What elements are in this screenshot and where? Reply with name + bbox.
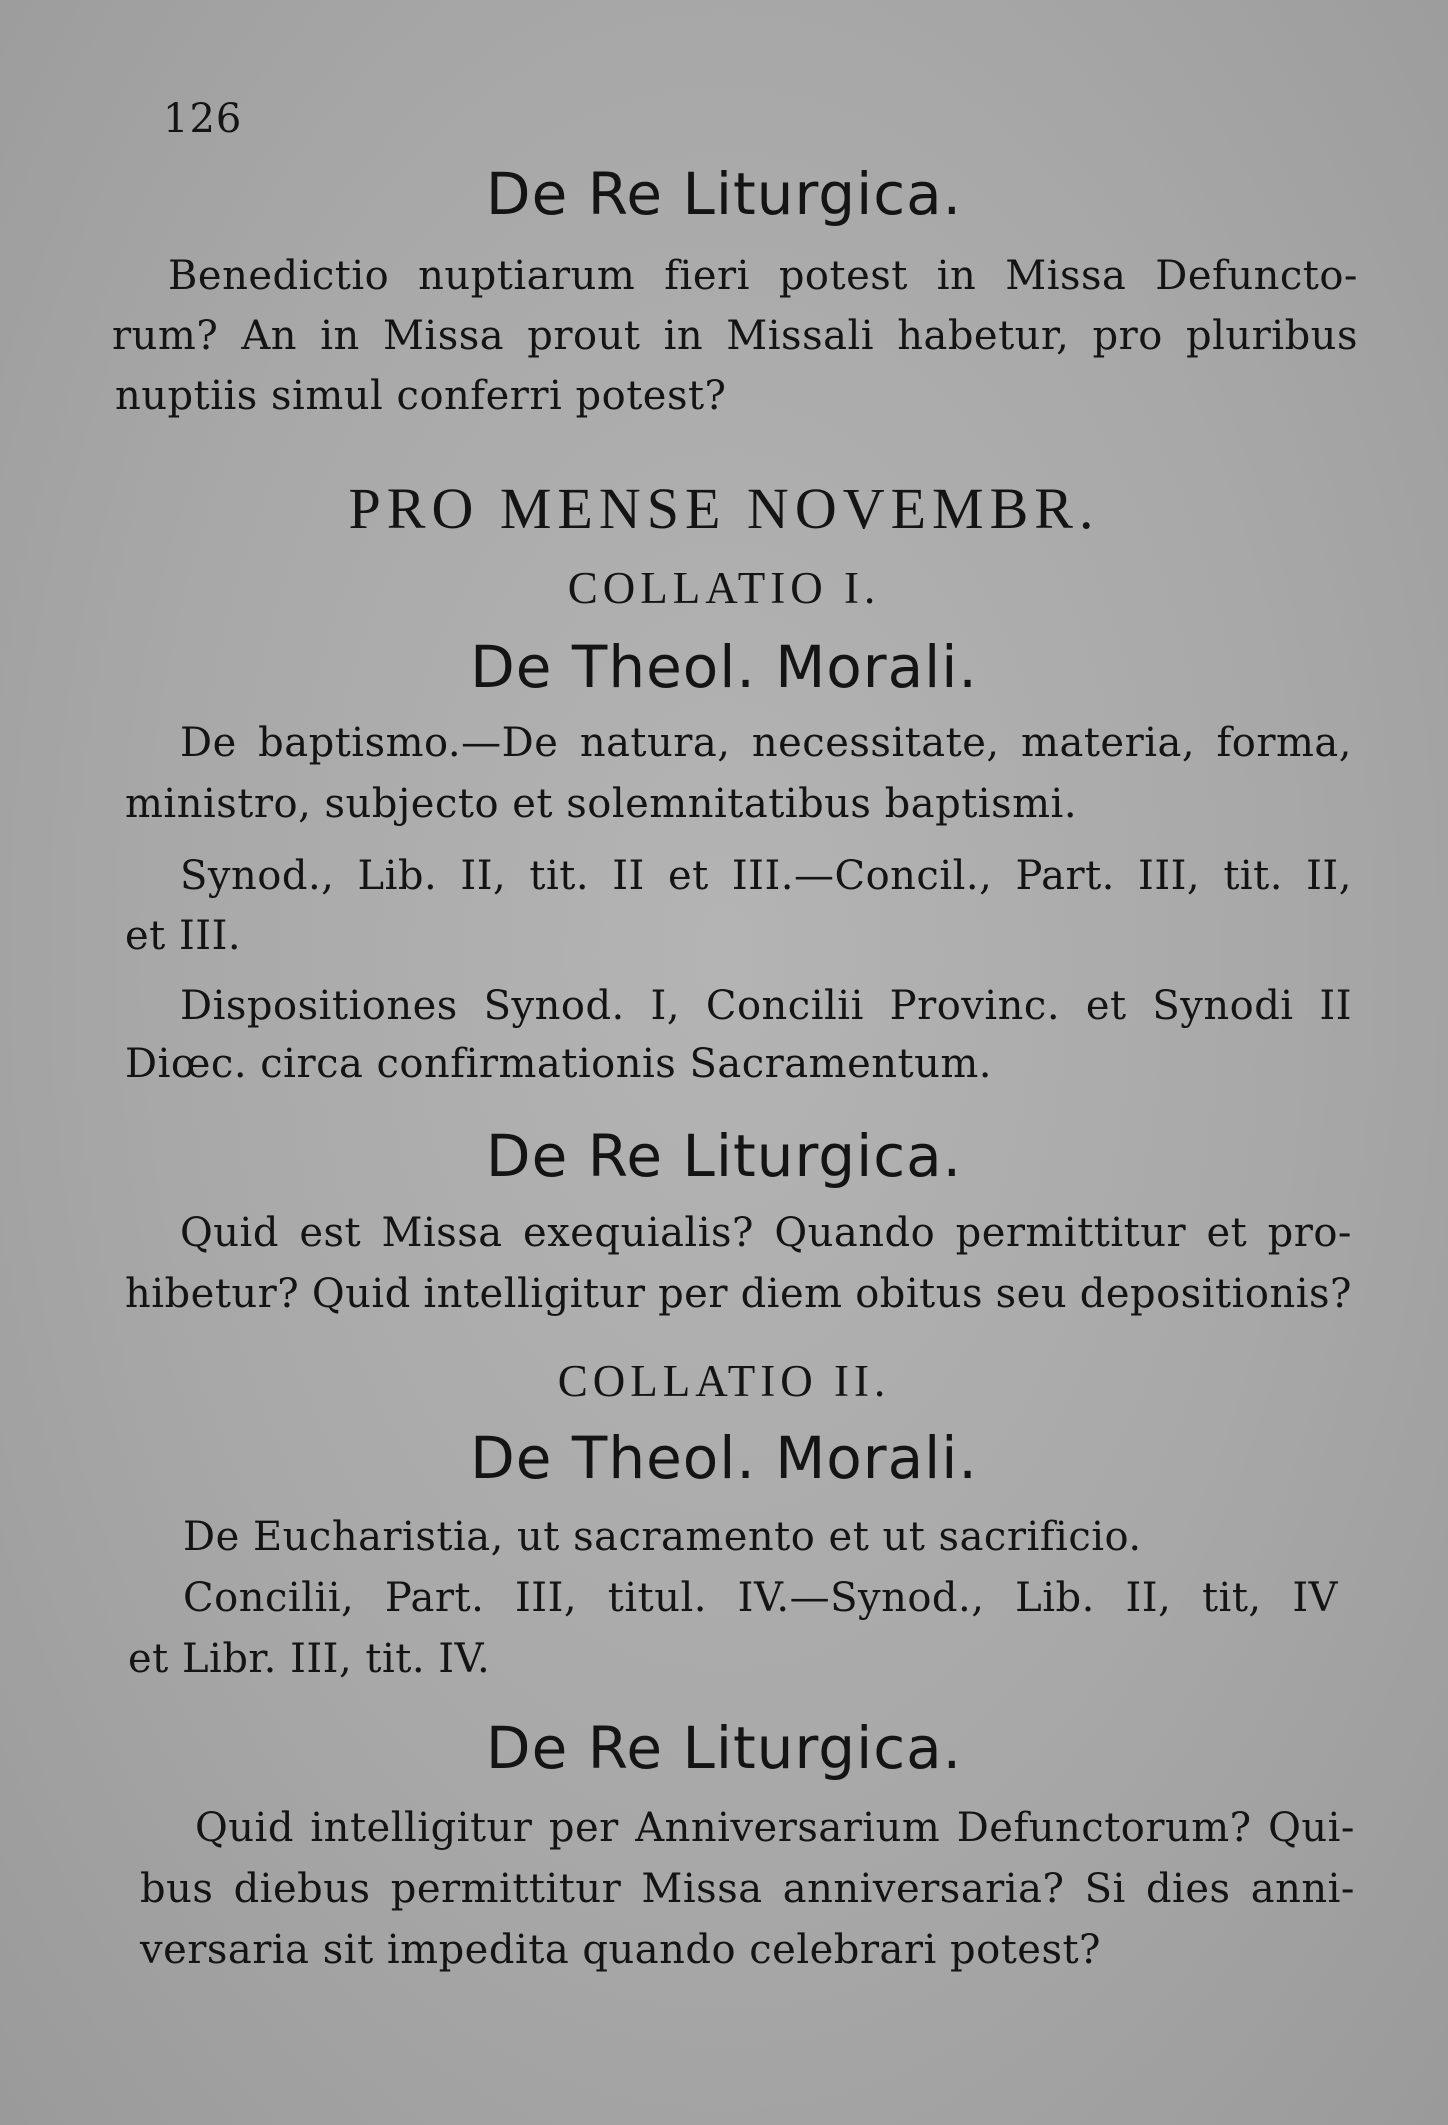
word: bus: [140, 1866, 214, 1912]
word: pro: [1092, 313, 1163, 359]
word: I,: [650, 983, 681, 1029]
word: intelligitur: [310, 1805, 533, 1851]
paragraph-line: De Eucharistia, ut sacramento et ut sacrificio.: [183, 1514, 1142, 1560]
section-heading-liturgy: De Re Liturgica.: [485, 1122, 963, 1190]
word: III,: [514, 1575, 578, 1621]
paragraph-line: [125, 1271, 1352, 1317]
word: nuptiarum: [418, 253, 636, 299]
word: potest: [778, 253, 908, 299]
section-heading-moral: De Theol. Morali.: [470, 633, 978, 701]
word: Missa: [382, 313, 505, 359]
word: Benedictio: [168, 253, 390, 299]
word: rum?: [112, 313, 219, 359]
word: II: [1319, 983, 1352, 1029]
word: III.—Concil.,: [731, 853, 993, 899]
word: seu: [995, 1271, 1068, 1317]
word: exequialis?: [523, 1210, 754, 1256]
word: et: [1206, 1210, 1248, 1256]
word: IV: [1292, 1575, 1338, 1621]
paragraph-line: [195, 1805, 1355, 1851]
word: diem: [740, 1271, 843, 1317]
paragraph-line: Diœc. circa confirmationis Sacramentum.: [125, 1041, 992, 1087]
word: tit,: [1201, 1575, 1262, 1621]
word: hibetur?: [125, 1271, 300, 1317]
paragraph-line: [180, 983, 1352, 1029]
word: Concilii: [705, 983, 864, 1029]
word: forma,: [1216, 720, 1352, 766]
word: Quid: [195, 1805, 294, 1851]
word: Synod.: [483, 983, 625, 1029]
word: fieri: [664, 253, 750, 299]
word: Provinc.: [889, 983, 1061, 1029]
word: Synodi: [1152, 983, 1294, 1029]
word: in: [663, 313, 704, 359]
word: Missa: [641, 1866, 763, 1912]
word: II,: [1125, 1575, 1172, 1621]
word: per: [548, 1805, 619, 1851]
word: tit.: [1223, 853, 1283, 899]
paragraph-line: [183, 1575, 1338, 1621]
word: in: [320, 313, 360, 359]
word: Concilii,: [183, 1575, 355, 1621]
collatio-title: COLLATIO I.: [567, 563, 881, 613]
word: in: [936, 253, 977, 299]
word: Missali: [726, 313, 875, 359]
word: et: [667, 853, 709, 899]
word: est: [299, 1210, 362, 1256]
word: Defuncto-: [1155, 253, 1358, 299]
section-heading-liturgy: De Re Liturgica.: [485, 160, 963, 228]
word: natura,: [579, 720, 731, 766]
word: Quid: [311, 1271, 411, 1317]
word: Synod.,: [180, 853, 335, 899]
word: et: [1085, 983, 1127, 1029]
section-heading-moral: De Theol. Morali.: [470, 1424, 978, 1492]
month-title: PRO MENSE NOVEMBR.: [348, 476, 1100, 541]
collatio-title: COLLATIO II.: [557, 1356, 891, 1406]
word: An: [241, 313, 298, 359]
word: Dispositiones: [180, 983, 458, 1029]
paragraph-line: [168, 253, 1358, 299]
word: habetur,: [897, 313, 1070, 359]
word: per: [658, 1271, 728, 1317]
word: tit.: [529, 853, 590, 899]
word: intelligitur: [423, 1271, 646, 1317]
word: Qui-: [1268, 1805, 1355, 1851]
word: II: [612, 853, 645, 899]
section-heading-liturgy: De Re Liturgica.: [485, 1714, 963, 1782]
word: anniversaria?: [782, 1866, 1065, 1912]
word: diebus: [233, 1866, 371, 1912]
word: depositionis?: [1079, 1271, 1352, 1317]
word: Part.: [384, 1575, 485, 1621]
word: De: [180, 720, 237, 766]
paragraph-line: [140, 1866, 1355, 1912]
word: anni-: [1250, 1866, 1355, 1912]
word: IV.—Synod.,: [737, 1575, 985, 1621]
word: permittitur: [955, 1210, 1187, 1256]
word: Missa: [1005, 253, 1127, 299]
paragraph-line: [112, 313, 1358, 359]
word: Si: [1084, 1866, 1126, 1912]
word: III,: [1138, 853, 1201, 899]
word: materia,: [1021, 720, 1196, 766]
word: Defunctorum?: [956, 1805, 1252, 1851]
word: Quid: [180, 1210, 279, 1256]
word: II,: [460, 853, 507, 899]
paragraph-line: nuptiis simul conferri potest?: [115, 373, 727, 419]
paragraph-line: versaria sit impedita quando celebrari potest?: [140, 1927, 1101, 1973]
paragraph-line: [180, 1210, 1352, 1256]
word: pluribus: [1186, 313, 1358, 359]
word: baptismo.—De: [258, 720, 559, 766]
word: necessitate,: [751, 720, 1000, 766]
paragraph-line: [180, 853, 1352, 899]
paragraph-line: [180, 720, 1352, 766]
word: Part.: [1015, 853, 1115, 899]
word: obitus: [855, 1271, 984, 1317]
word: Missa: [381, 1210, 503, 1256]
word: Lib.: [357, 853, 438, 899]
word: permittitur: [390, 1866, 622, 1912]
word: Anniversarium: [635, 1805, 941, 1851]
word: dies: [1145, 1866, 1231, 1912]
word: titul.: [607, 1575, 707, 1621]
word: prout: [527, 313, 641, 359]
page-number: 126: [163, 96, 243, 142]
word: pro-: [1267, 1210, 1352, 1256]
paragraph-line: et Libr. III, tit. IV.: [128, 1636, 491, 1682]
word: II,: [1306, 853, 1352, 899]
word: Quando: [774, 1210, 936, 1256]
paragraph-line: et III.: [125, 913, 242, 959]
paragraph-line: ministro, subjecto et solemnitatibus baptismi.: [125, 781, 1078, 827]
word: Lib.: [1015, 1575, 1095, 1621]
